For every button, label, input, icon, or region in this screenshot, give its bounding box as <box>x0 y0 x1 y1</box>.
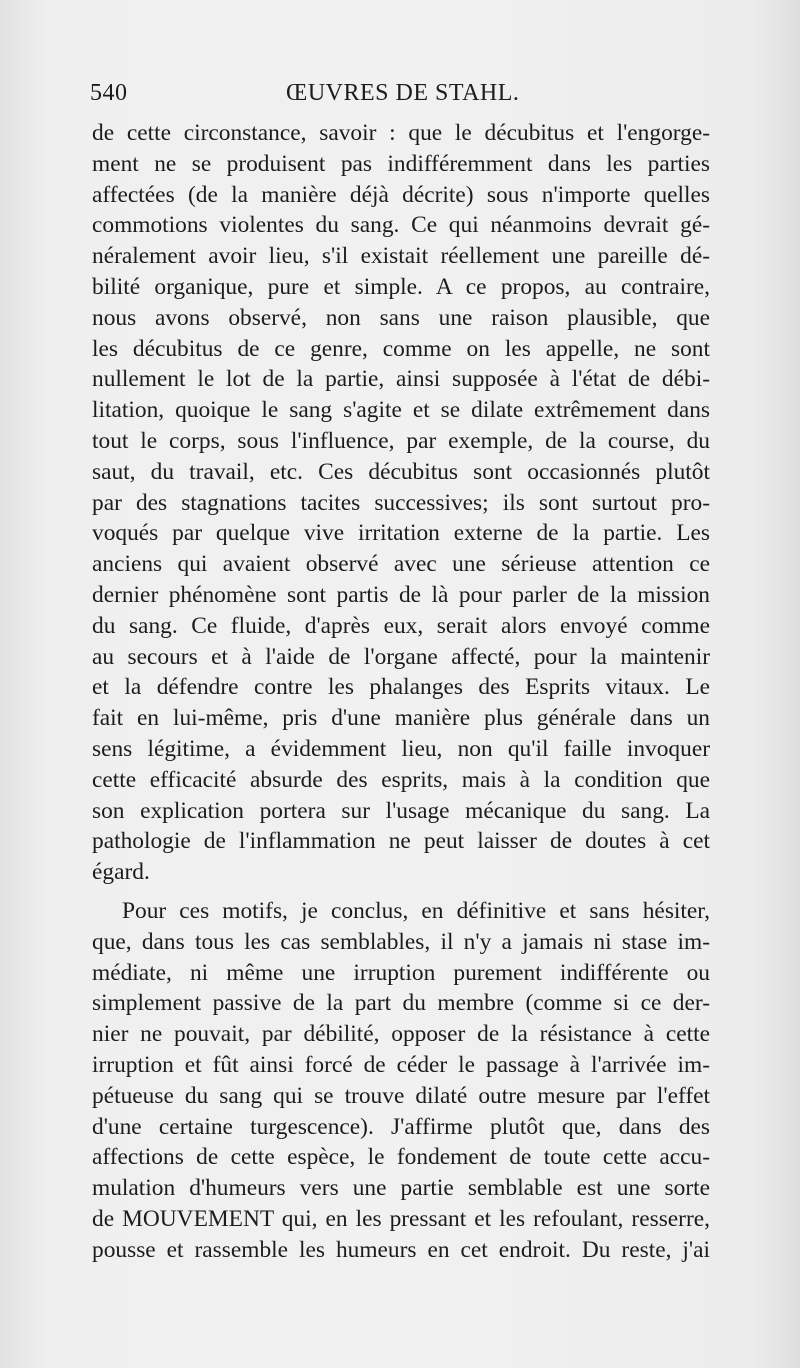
page-number: 540 <box>90 80 128 106</box>
text-line: de cette circonstance, savoir : que le décubitus et l'engorge- <box>92 120 710 146</box>
text-line: de MOUVEMENT qui, en les pressant et les refoulant, resserre, <box>92 1205 710 1232</box>
text-line: que, dans tous les cas semblables, il n'y a jamais ni stase im- <box>92 928 710 955</box>
text-line: anciens qui avaient observé avec une sérieuse attention ce <box>92 551 710 578</box>
text-line: nullement le lot de la partie, ainsi supposée à l'état de débi- <box>92 366 710 393</box>
text-line: pétueuse du sang qui se trouve dilaté outre mesure par l'effet <box>92 1082 710 1109</box>
text-line: du sang. Ce fluide, d'après eux, serait alors envoyé comme <box>92 612 710 639</box>
paragraph-1 <box>92 118 710 888</box>
text-line: saut, du travail, etc. Ces décubitus sont occasionnés plutôt <box>92 458 710 485</box>
body-text <box>92 118 710 1265</box>
text-line: pousse et rassemble les humeurs en cet endroit. Du reste, j'ai <box>92 1236 710 1263</box>
text-line: bilité organique, pure et simple. A ce propos, au contraire, <box>92 273 710 300</box>
text-line: les décubitus de ce genre, comme on les appelle, ne sont <box>92 335 710 362</box>
text-line: par des stagnations tacites successives; ils sont surtout pro- <box>92 489 710 516</box>
text-line: irruption et fût ainsi forcé de céder le passage à l'arrivée im- <box>92 1051 710 1078</box>
paragraph-gap <box>92 888 710 896</box>
text-line: Pour ces motifs, je conclus, en définitive et sans hésiter, <box>122 897 710 924</box>
text-line: mulation d'humeurs vers une partie semblable est une sorte <box>92 1175 710 1202</box>
text-line: commotions violentes du sang. Ce qui néanmoins devrait gé- <box>92 212 710 239</box>
text-line: pathologie de l'inflammation ne peut laisser de doutes à cet <box>92 828 710 855</box>
paragraph-2 <box>92 896 710 1266</box>
text-line: médiate, ni même une irruption purement indifférente ou <box>92 959 710 986</box>
text-line: et la défendre contre les phalanges des Esprits vitaux. Le <box>92 674 710 701</box>
page-header <box>90 80 710 116</box>
running-title: ŒUVRES DE STAHL. <box>286 80 520 106</box>
text-line: égard. <box>92 859 150 886</box>
text-line: dernier phénomène sont partis de là pour parler de la mission <box>92 581 710 608</box>
text-line: ment ne se produisent pas indifféremment dans les parties <box>92 150 710 177</box>
text-line: d'une certaine turgescence). J'affirme plutôt que, dans des <box>92 1113 710 1140</box>
text-line: néralement avoir lieu, s'il existait réellement une pareille dé- <box>92 243 710 270</box>
text-line: fait en lui-même, pris d'une manière plus générale dans un <box>92 705 710 732</box>
text-line: affectées (de la manière déjà décrite) sous n'importe quelles <box>92 181 710 208</box>
text-line: voqués par quelque vive irritation externe de la partie. Les <box>92 520 710 547</box>
text-line: simplement passive de la part du membre (comme si ce der- <box>92 990 710 1017</box>
text-line: sens légitime, a évidemment lieu, non qu'il faille invoquer <box>92 735 710 762</box>
text-line: litation, quoique le sang s'agite et se dilate extrêmement dans <box>92 397 710 424</box>
text-line: au secours et à l'aide de l'organe affecté, pour la maintenir <box>92 643 710 670</box>
text-line: nier ne pouvait, par débilité, opposer de la résistance à cette <box>92 1021 710 1048</box>
text-line: affections de cette espèce, le fondement de toute cette accu- <box>92 1144 710 1171</box>
text-line: son explication portera sur l'usage mécanique du sang. La <box>92 797 710 824</box>
text-line: nous avons observé, non sans une raison plausible, que <box>92 304 710 331</box>
text-line: tout le corps, sous l'influence, par exemple, de la course, du <box>92 427 710 454</box>
text-line: cette efficacité absurde des esprits, mais à la condition que <box>92 766 710 793</box>
